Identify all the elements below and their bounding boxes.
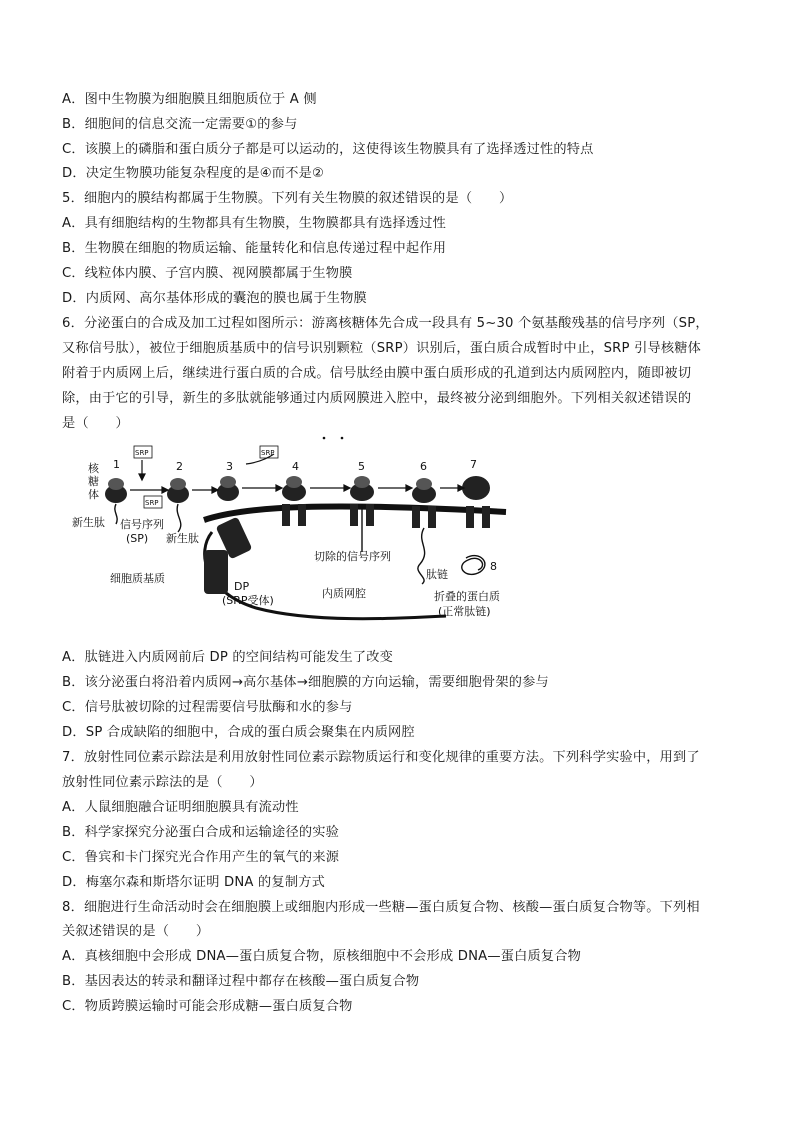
ribosome-label-3: 体 — [88, 488, 99, 501]
q8-option-a: A．真核细胞中会形成 DNA—蛋白质复合物，原核细胞中不会形成 DNA—蛋白质复合物 — [62, 949, 582, 964]
label-signal-sequence: 信号序列 — [120, 518, 164, 531]
label-nascent-peptide: 新生肽 — [72, 516, 105, 529]
ribosome-5 — [350, 476, 374, 501]
step-number-7: 7 — [470, 458, 477, 471]
ribosome-label-2: 糖 — [88, 475, 99, 488]
q7-option-d: D．梅塞尔森和斯塔尔证明 DNA 的复制方式 — [62, 875, 325, 890]
ribosome-2 — [167, 478, 189, 503]
ribosome-4 — [282, 476, 306, 501]
q6-option-b: B．该分泌蛋白将沿着内质网→高尔基体→细胞膜的方向运输，需要细胞骨架的参与 — [62, 675, 549, 690]
ribosome-1 — [105, 478, 127, 503]
label-normal-chain: (正常肽链) — [438, 605, 491, 618]
q6-stem-line-5: 是（ ） — [62, 416, 129, 431]
label-signal-sequence-sp: (SP) — [126, 532, 149, 545]
ribosome-label-1: 核 — [88, 462, 99, 475]
q8-option-c: C．物质跨膜运输时可能会形成糖—蛋白质复合物 — [62, 999, 353, 1014]
step-number-8: 8 — [490, 560, 497, 573]
q6-stem-line-2: 又称信号肽），被位于细胞质基质中的信号识别颗粒（SRP）识别后，蛋白质合成暂时中止，SRP 引导核糖体 — [62, 341, 702, 356]
q6-option-c: C．信号肽被切除的过程需要信号肽酶和水的参与 — [62, 700, 353, 715]
q8-stem-line-1: 8．细胞进行生命活动时会在细胞膜上或细胞内形成一些糖—蛋白质复合物、核酸—蛋白质复合物等。下列相 — [62, 900, 700, 915]
q5-option-c: C．线粒体内膜、子宫内膜、视网膜都属于生物膜 — [62, 266, 353, 281]
label-dp-receptor: (SRP受体) — [222, 594, 274, 607]
q4-option-d: D．决定生物膜功能复杂程度的是④而不是② — [62, 166, 324, 181]
peptide-chain-curve — [418, 528, 425, 584]
q7-stem-line-2: 放射性同位素示踪法的是（ ） — [62, 775, 263, 790]
step-number-4: 4 — [292, 460, 299, 473]
ribosome-3 — [217, 476, 239, 501]
label-folded-protein: 折叠的蛋白质 — [434, 590, 500, 603]
figure-dot — [323, 437, 326, 440]
q5-stem: 5．细胞内的膜结构都属于生物膜。下列有关生物膜的叙述错误的是（ ） — [62, 191, 513, 206]
folded-protein-shape — [462, 556, 485, 575]
q6-stem-line-4: 除，由于它的引导，新生的多肽就能够通过内质网膜进入腔中，最终被分泌到细胞外。下列相关叙述错误的 — [62, 391, 692, 406]
q7-option-a: A．人鼠细胞融合证明细胞膜具有流动性 — [62, 800, 299, 815]
signal-peptide-figure — [72, 432, 526, 630]
step-number-1: 1 — [113, 458, 120, 471]
nascent-peptide-2 — [177, 504, 181, 532]
step-number-3: 3 — [226, 460, 233, 473]
srp-tag-1: SRP — [135, 449, 149, 457]
step-number-5: 5 — [358, 460, 365, 473]
q4-option-b: B．细胞间的信息交流一定需要①的参与 — [62, 117, 298, 132]
figure-dot — [341, 437, 344, 440]
q8-stem-line-2: 关叙述错误的是（ ） — [62, 924, 210, 939]
label-dp: DP — [234, 580, 250, 593]
q6-stem-line-1: 6．分泌蛋白的合成及加工过程如图所示：游离核糖体先合成一段具有 5~30 个氨基酸残基的信号序列（SP， — [62, 316, 709, 331]
q5-option-b: B．生物膜在细胞的物质运输、能量转化和信息传递过程中起作用 — [62, 241, 447, 256]
srp-tag-3: SRP — [261, 449, 275, 457]
q5-option-d: D．内质网、高尔基体形成的囊泡的膜也属于生物膜 — [62, 291, 367, 306]
q5-option-a: A．具有细胞结构的生物都具有生物膜，生物膜都具有选择透过性 — [62, 216, 447, 231]
label-cleaved-signal: 切除的信号序列 — [314, 550, 391, 563]
q4-option-c: C．该膜上的磷脂和蛋白质分子都是可以运动的，这使得该生物膜具有了选择透过性的特点 — [62, 142, 594, 157]
step-number-6: 6 — [420, 460, 427, 473]
step-number-2: 2 — [176, 460, 183, 473]
label-er-lumen: 内质网腔 — [322, 587, 366, 600]
ribosome-6 — [412, 478, 436, 503]
q4-option-a: A．图中生物膜为细胞膜且细胞质位于 A 侧 — [62, 92, 317, 107]
ribosome-7 — [462, 476, 490, 500]
q7-option-b: B．科学家探究分泌蛋白合成和运输途径的实验 — [62, 825, 339, 840]
srp-tag-2: SRP — [145, 499, 159, 507]
nascent-peptide-1 — [115, 504, 117, 524]
q8-option-b: B．基因表达的转录和翻译过程中都存在核酸—蛋白质复合物 — [62, 974, 420, 989]
label-nascent-peptide-2: 新生肽 — [166, 532, 199, 545]
q7-option-c: C．鲁宾和卡门探究光合作用产生的氧气的来源 — [62, 850, 340, 865]
label-peptide-chain: 肽链 — [426, 568, 448, 581]
label-cytosol: 细胞质基质 — [110, 572, 165, 585]
q6-stem-line-3: 附着于内质网上后，继续进行蛋白质的合成。信号肽经由膜中蛋白质形成的孔道到达内质网腔内，随即被切 — [62, 366, 692, 381]
q6-option-d: D．SP 合成缺陷的细胞中，合成的蛋白质会聚集在内质网腔 — [62, 725, 415, 740]
dp-receptor-shape — [204, 550, 228, 594]
q7-stem-line-1: 7．放射性同位素示踪法是利用放射性同位素示踪物质运行和变化规律的重要方法。下列科学实验中，用到了 — [62, 750, 700, 765]
q6-option-a: A．肽链进入内质网前后 DP 的空间结构可能发生了改变 — [62, 650, 394, 665]
